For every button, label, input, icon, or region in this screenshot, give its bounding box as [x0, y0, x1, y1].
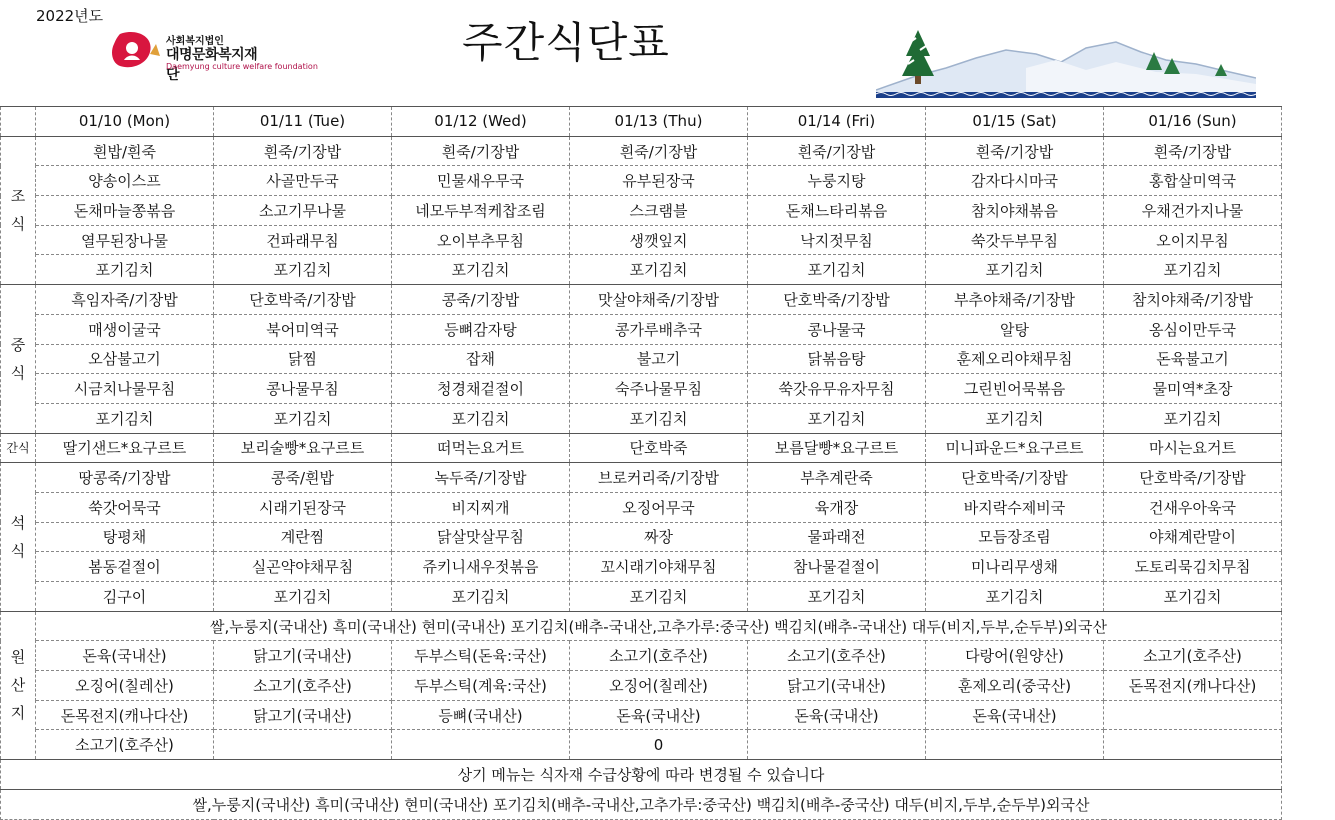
- origin-item: 오징어(칠레산): [36, 671, 214, 701]
- lunch-dish: 불고기: [570, 344, 748, 374]
- snack-item: 떠먹는요거트: [392, 433, 570, 463]
- lunch-dish: 단호박죽/기장밥: [214, 285, 392, 315]
- origin-row: [1, 671, 1282, 701]
- origin-common-text: 쌀,누룽지(국내산) 흑미(국내산) 현미(국내산) 포기김치(배추-국내산,고추가루:중국산) 백김치(배추-국내산) 대두(비지,두부,순두부)외국산: [36, 611, 1282, 641]
- dinner-dish: 포기김치: [748, 582, 926, 612]
- breakfast-dish: 양송이스프: [36, 166, 214, 196]
- origin-item: 돈육(국내산): [926, 700, 1104, 730]
- breakfast-dish: 포기김치: [1104, 255, 1282, 285]
- day-header-row: [1, 107, 1282, 137]
- snack-label: 간식: [1, 433, 36, 463]
- dinner-label-char: 석: [10, 513, 26, 532]
- origin-row: [1, 641, 1282, 671]
- foundation-logo: [110, 30, 318, 83]
- breakfast-dish: 누룽지탕: [748, 166, 926, 196]
- breakfast-dish: 스크램블: [570, 196, 748, 226]
- breakfast-dish: 흰죽/기장밥: [748, 136, 926, 166]
- origin-item: 소고기(호주산): [570, 641, 748, 671]
- breakfast-dish: 흰죽/기장밥: [926, 136, 1104, 166]
- origin-item: 다랑어(원양산): [926, 641, 1104, 671]
- origin-label-char: 산: [10, 676, 26, 695]
- breakfast-dish: 우채건가지나물: [1104, 196, 1282, 226]
- breakfast-row: [1, 136, 1282, 166]
- dinner-row: [1, 522, 1282, 552]
- dinner-dish: 바지락수제비국: [926, 492, 1104, 522]
- day-header: 01/11 (Tue): [214, 107, 392, 137]
- snack-item: 보리술빵*요구르트: [214, 433, 392, 463]
- lunch-row: [1, 374, 1282, 404]
- dinner-dish: 포기김치: [214, 582, 392, 612]
- lunch-dish: 숙주나물무침: [570, 374, 748, 404]
- origin-item: [748, 730, 926, 760]
- dinner-dish: 야채계란말이: [1104, 522, 1282, 552]
- dinner-dish: 실곤약야채무침: [214, 552, 392, 582]
- breakfast-dish: 열무된장나물: [36, 225, 214, 255]
- origin-item: 돈목전지(캐나다산): [1104, 671, 1282, 701]
- breakfast-dish: 쑥갓두부무침: [926, 225, 1104, 255]
- dinner-dish: 포기김치: [392, 582, 570, 612]
- breakfast-dish: 흰죽/기장밥: [1104, 136, 1282, 166]
- dinner-dish: 시래기된장국: [214, 492, 392, 522]
- dinner-dish: 비지찌개: [392, 492, 570, 522]
- lunch-dish: 포기김치: [214, 403, 392, 433]
- dinner-dish: 포기김치: [926, 582, 1104, 612]
- dinner-dish: 육개장: [748, 492, 926, 522]
- day-header: 01/13 (Thu): [570, 107, 748, 137]
- breakfast-label-char: 식: [10, 215, 26, 234]
- breakfast-dish: 포기김치: [214, 255, 392, 285]
- lunch-dish: 콩가루배추국: [570, 314, 748, 344]
- origin-row: [1, 730, 1282, 760]
- origin-item: 닭고기(국내산): [214, 700, 392, 730]
- lunch-dish: 흑임자죽/기장밥: [36, 285, 214, 315]
- lunch-dish: 맛살야채죽/기장밥: [570, 285, 748, 315]
- snack-row: [1, 433, 1282, 463]
- lunch-dish: 훈제오리야채무침: [926, 344, 1104, 374]
- dinner-dish: 포기김치: [570, 582, 748, 612]
- lunch-label: [1, 285, 36, 433]
- breakfast-label-char: 조: [10, 187, 26, 206]
- origin-item: 두부스틱(돈육:국산): [392, 641, 570, 671]
- breakfast-dish: 생깻잎지: [570, 225, 748, 255]
- breakfast-dish: 흰밥/흰죽: [36, 136, 214, 166]
- breakfast-dish: 돈채느타리볶음: [748, 196, 926, 226]
- breakfast-dish: 포기김치: [748, 255, 926, 285]
- foundation-logo-icon: [110, 30, 162, 74]
- day-header: 01/10 (Mon): [36, 107, 214, 137]
- lunch-dish: 잡채: [392, 344, 570, 374]
- dinner-dish: 땅콩죽/기장밥: [36, 463, 214, 493]
- dinner-dish: 물파래전: [748, 522, 926, 552]
- lunch-dish: 부추야채죽/기장밥: [926, 285, 1104, 315]
- org-name: 대명문화복지재단: [166, 47, 258, 83]
- breakfast-dish: 건파래무침: [214, 225, 392, 255]
- lunch-dish: 알탕: [926, 314, 1104, 344]
- breakfast-dish: 오이부추무침: [392, 225, 570, 255]
- snack-item: 보름달빵*요구르트: [748, 433, 926, 463]
- origin-item: 0: [570, 730, 748, 760]
- lunch-dish: 물미역*초장: [1104, 374, 1282, 404]
- breakfast-dish: 흰죽/기장밥: [214, 136, 392, 166]
- breakfast-dish: 홍합살미역국: [1104, 166, 1282, 196]
- breakfast-row: [1, 196, 1282, 226]
- winter-scene-image: [876, 28, 1256, 98]
- origin-item: 돈목전지(캐나다산): [36, 700, 214, 730]
- breakfast-dish: 포기김치: [36, 255, 214, 285]
- lunch-dish: 포기김치: [1104, 403, 1282, 433]
- origin-common-row: [1, 611, 1282, 641]
- breakfast-row: [1, 225, 1282, 255]
- snack-item: 딸기샌드*요구르트: [36, 433, 214, 463]
- origin-item: 등뼈(국내산): [392, 700, 570, 730]
- origin-item: 두부스틱(계육:국산): [392, 671, 570, 701]
- lunch-dish: 그린빈어묵볶음: [926, 374, 1104, 404]
- origin-label-char: 지: [10, 704, 26, 723]
- lunch-dish: 돈육불고기: [1104, 344, 1282, 374]
- lunch-dish: 참치야채죽/기장밥: [1104, 285, 1282, 315]
- origin-item: 닭고기(국내산): [748, 671, 926, 701]
- breakfast-dish: 포기김치: [570, 255, 748, 285]
- lunch-dish: 포기김치: [570, 403, 748, 433]
- dinner-dish: 콩죽/흰밥: [214, 463, 392, 493]
- dinner-dish: 오징어무국: [570, 492, 748, 522]
- origin-item: [1104, 730, 1282, 760]
- day-header: 01/12 (Wed): [392, 107, 570, 137]
- weekly-menu-table: [0, 106, 1282, 820]
- breakfast-dish: 민물새우무국: [392, 166, 570, 196]
- breakfast-dish: 감자다시마국: [926, 166, 1104, 196]
- origin-item: 돈육(국내산): [748, 700, 926, 730]
- breakfast-dish: 소고기무나물: [214, 196, 392, 226]
- breakfast-dish: 포기김치: [392, 255, 570, 285]
- breakfast-dish: 네모두부적케찹조림: [392, 196, 570, 226]
- dinner-dish: 미나리무생채: [926, 552, 1104, 582]
- breakfast-dish: 돈채마늘쫑볶음: [36, 196, 214, 226]
- origin-item: 돈육(국내산): [36, 641, 214, 671]
- dinner-dish: 녹두죽/기장밥: [392, 463, 570, 493]
- dinner-dish: 쥬키니새우젓볶음: [392, 552, 570, 582]
- dinner-dish: 단호박죽/기장밥: [926, 463, 1104, 493]
- day-header: 01/15 (Sat): [926, 107, 1104, 137]
- snack-item: 단호박죽: [570, 433, 748, 463]
- dinner-dish: 짜장: [570, 522, 748, 552]
- dinner-dish: 탕평채: [36, 522, 214, 552]
- dinner-row: [1, 582, 1282, 612]
- corner-cell: [1, 107, 36, 137]
- dinner-dish: 쑥갓어묵국: [36, 492, 214, 522]
- origin-item: 돈육(국내산): [570, 700, 748, 730]
- origin-item: 훈제오리(중국산): [926, 671, 1104, 701]
- breakfast-dish: 유부된장국: [570, 166, 748, 196]
- lunch-dish: 북어미역국: [214, 314, 392, 344]
- year-label: 2022년도: [36, 7, 104, 25]
- dinner-dish: 봄동겉절이: [36, 552, 214, 582]
- origin-item: 소고기(호주산): [36, 730, 214, 760]
- origin-row: [1, 700, 1282, 730]
- dinner-row: [1, 492, 1282, 522]
- dinner-dish: 포기김치: [1104, 582, 1282, 612]
- origin-item: [926, 730, 1104, 760]
- breakfast-dish: 낙지젓무침: [748, 225, 926, 255]
- lunch-row: [1, 314, 1282, 344]
- day-header: 01/16 (Sun): [1104, 107, 1282, 137]
- lunch-dish: 포기김치: [392, 403, 570, 433]
- dinner-dish: 단호박죽/기장밥: [1104, 463, 1282, 493]
- lunch-dish: 포기김치: [926, 403, 1104, 433]
- lunch-dish: 쑥갓유무유자무침: [748, 374, 926, 404]
- dinner-dish: 도토리묵김치무침: [1104, 552, 1282, 582]
- dinner-label-char: 식: [10, 541, 26, 560]
- dinner-dish: 참나물겉절이: [748, 552, 926, 582]
- lunch-dish: 포기김치: [748, 403, 926, 433]
- dinner-dish: 모듬장조림: [926, 522, 1104, 552]
- breakfast-dish: 오이지무침: [1104, 225, 1282, 255]
- origin-item: 소고기(호주산): [214, 671, 392, 701]
- lunch-dish: 닭볶음탕: [748, 344, 926, 374]
- org-type: 사회복지법인: [166, 36, 224, 47]
- origin-item: [214, 730, 392, 760]
- lunch-dish: 등뼈감자탕: [392, 314, 570, 344]
- dinner-dish: 부추계란죽: [748, 463, 926, 493]
- dinner-dish: 꼬시래기야채무침: [570, 552, 748, 582]
- origin-label: [1, 611, 36, 759]
- lunch-row: [1, 344, 1282, 374]
- origin-item: 닭고기(국내산): [214, 641, 392, 671]
- breakfast-dish: 참치야채볶음: [926, 196, 1104, 226]
- dinner-dish: 김구이: [36, 582, 214, 612]
- notice-text: 상기 메뉴는 식자재 수급상황에 따라 변경될 수 있습니다: [1, 760, 1282, 790]
- notice-row: [1, 760, 1282, 790]
- day-header: 01/14 (Fri): [748, 107, 926, 137]
- origin-item: 소고기(호주산): [748, 641, 926, 671]
- breakfast-dish: 흰죽/기장밥: [392, 136, 570, 166]
- lunch-dish: 콩나물무침: [214, 374, 392, 404]
- dinner-dish: 닭살맛살무침: [392, 522, 570, 552]
- dinner-label: [1, 463, 36, 611]
- lunch-row: [1, 285, 1282, 315]
- lunch-row: [1, 403, 1282, 433]
- snack-item: 미니파운드*요구르트: [926, 433, 1104, 463]
- lunch-dish: 매생이굴국: [36, 314, 214, 344]
- footer-row: [1, 789, 1282, 819]
- dinner-dish: 계란찜: [214, 522, 392, 552]
- breakfast-dish: 사골만두국: [214, 166, 392, 196]
- lunch-dish: 콩죽/기장밥: [392, 285, 570, 315]
- lunch-label-char: 중: [10, 335, 26, 354]
- lunch-dish: 닭찜: [214, 344, 392, 374]
- origin-item: 오징어(칠레산): [570, 671, 748, 701]
- dinner-row: [1, 463, 1282, 493]
- breakfast-dish: 흰죽/기장밥: [570, 136, 748, 166]
- lunch-dish: 단호박죽/기장밥: [748, 285, 926, 315]
- header: [0, 0, 1335, 104]
- dinner-dish: 브로커리죽/기장밥: [570, 463, 748, 493]
- snack-item: 마시는요거트: [1104, 433, 1282, 463]
- breakfast-label: [1, 136, 36, 284]
- lunch-dish: 시금치나물무침: [36, 374, 214, 404]
- lunch-dish: 옹심이만두국: [1104, 314, 1282, 344]
- lunch-dish: 청경채겉절이: [392, 374, 570, 404]
- lunch-dish: 포기김치: [36, 403, 214, 433]
- dinner-dish: 건새우아욱국: [1104, 492, 1282, 522]
- dinner-row: [1, 552, 1282, 582]
- origin-label-char: 원: [10, 648, 26, 667]
- page-title: 주간식단표: [462, 18, 670, 67]
- breakfast-row: [1, 166, 1282, 196]
- footer-origin-text: 쌀,누룽지(국내산) 흑미(국내산) 현미(국내산) 포기김치(배추-국내산,고추가루:중국산) 백김치(배추-중국산) 대두(비지,두부,순두부)외국산: [1, 789, 1282, 819]
- origin-item: [1104, 700, 1282, 730]
- origin-item: [392, 730, 570, 760]
- org-english-name: Daemyung culture welfare foundation: [166, 62, 318, 71]
- lunch-label-char: 식: [10, 363, 26, 382]
- breakfast-dish: 포기김치: [926, 255, 1104, 285]
- lunch-dish: 오삼불고기: [36, 344, 214, 374]
- origin-item: 소고기(호주산): [1104, 641, 1282, 671]
- breakfast-row: [1, 255, 1282, 285]
- lunch-dish: 콩나물국: [748, 314, 926, 344]
